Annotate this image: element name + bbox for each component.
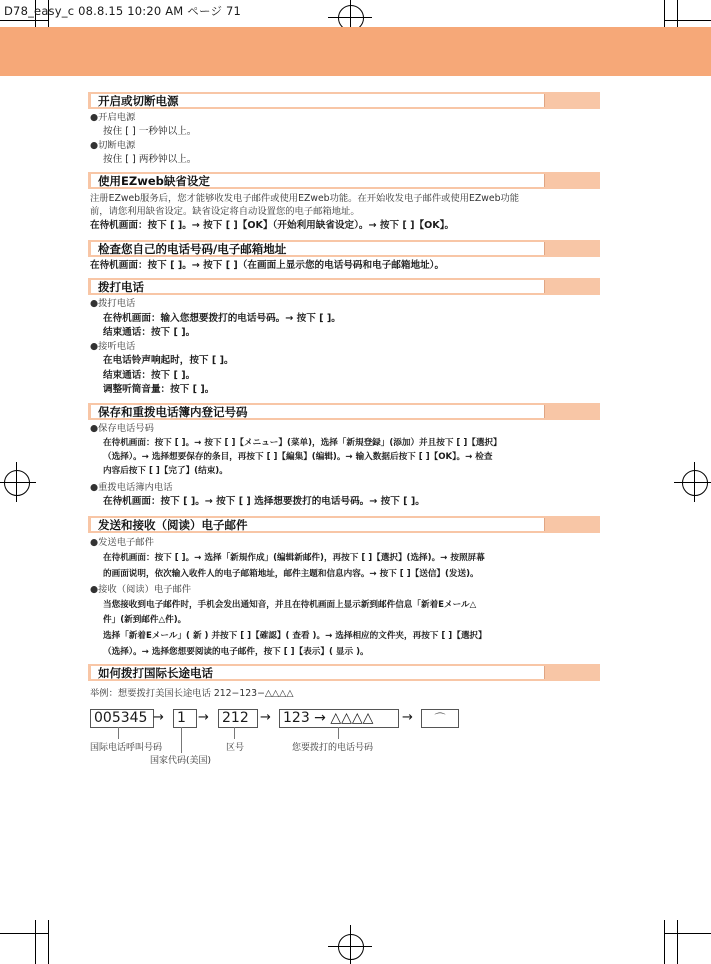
call-answer-3: 调整听筒音量：按下 [ ]。 bbox=[103, 384, 215, 395]
phonebook-save-1: 在待机画面：按下 [ ]。→ 按下 [ ]【メニュー】(菜单)，选择「新規登録」(添加）并且按下 [ ]【選択】 bbox=[103, 438, 502, 448]
call-answer-1: 在电话铃声响起时，按下 [ ]。 bbox=[103, 355, 234, 366]
registration-mark-right bbox=[682, 470, 708, 496]
mail-recv-label: ●接收（阅读）电子邮件 bbox=[90, 584, 192, 595]
country-code-box: 1 bbox=[173, 709, 197, 728]
section-ezweb-header bbox=[88, 172, 600, 189]
section-check-header bbox=[88, 240, 600, 257]
arrow-icon: → bbox=[260, 710, 271, 725]
section-mail-header bbox=[88, 516, 600, 533]
crop-mark bbox=[0, 933, 48, 934]
power-off-text: 按住 [ ] 两秒钟以上。 bbox=[103, 154, 197, 165]
section-intl-header bbox=[88, 664, 600, 681]
annotation-line bbox=[338, 727, 339, 739]
mail-recv-1: 当您接收到电子邮件时，手机会发出通知音，并且在待机画面上显示新到邮件信息「新着Eメール△ bbox=[103, 600, 477, 610]
registration-mark-bottom bbox=[350, 925, 351, 964]
intl-example: 举例：想要拨打美国长途电话 212−123−△△△△ bbox=[90, 688, 294, 699]
mail-send-2: 的画面说明，依次输入收件人的电子邮箱地址，邮件主题和信息内容。→ 按下 [ ]【送信】(发送)。 bbox=[103, 569, 479, 579]
section-call-header bbox=[88, 278, 600, 295]
section-power-header bbox=[88, 92, 600, 109]
intl-label-1: 国际电话呼叫号码 bbox=[90, 743, 163, 753]
intl-label-3: 区号 bbox=[226, 743, 245, 753]
phonebook-save-2: （选择）。→ 选择想要保存的条目，再按下 [ ]【編集】(编辑)。→ 输入数据后按下 [ ]【OK】。→ 检查 bbox=[103, 452, 493, 462]
section-title: 使用EZweb缺省设定 bbox=[98, 174, 210, 188]
mail-send-label: ●发送电子邮件 bbox=[90, 537, 154, 548]
phonebook-redial-1: 在待机画面：按下 [ ]。→ 按下 [ ] 选择想要拨打的电话号码。→ 按下 [ ]。 bbox=[103, 496, 425, 507]
crop-mark bbox=[0, 20, 48, 21]
registration-mark-top bbox=[328, 17, 372, 18]
phonebook-save-3: 内容后按下 [ ]【完了】(结束)。 bbox=[103, 466, 228, 476]
crop-mark bbox=[48, 920, 49, 964]
header-band bbox=[0, 27, 711, 76]
call-dial-2: 结束通话：按下 [ ]。 bbox=[103, 327, 196, 338]
power-off-label: ●切断电源 bbox=[90, 140, 136, 151]
mail-recv-2: 件」(新到邮件△件)。 bbox=[103, 615, 187, 625]
ezweb-step: 在待机画面：按下 [ ]。→ 按下 [ ]【OK】（开始利用缺省设定）。→ 按下 [ ]【OK】。 bbox=[90, 220, 455, 231]
section-phonebook-header bbox=[88, 403, 600, 420]
section-title: 拨打电话 bbox=[98, 280, 144, 294]
ezweb-desc-1: 注册EZweb服务后，您才能够收发电子邮件或使用EZweb功能。在开始收发电子邮件或使用EZweb功能 bbox=[90, 193, 520, 204]
power-on-text: 按住 [ ] 一秒钟以上。 bbox=[103, 126, 197, 137]
check-step: 在待机画面：按下 [ ]。→ 按下 [ ]（在画面上显示您的电话号码和电子邮箱地址）。 bbox=[90, 260, 445, 271]
registration-mark-right bbox=[674, 482, 711, 483]
area-code-box: 212 bbox=[218, 709, 258, 728]
section-title: 开启或切断电源 bbox=[98, 94, 179, 108]
call-key-icon: ⌒ bbox=[421, 709, 459, 728]
call-dial-1: 在待机画面：输入您想要拨打的电话号码。→ 按下 [ ]。 bbox=[103, 313, 341, 324]
arrow-icon: → bbox=[402, 710, 413, 725]
arrow-icon: → bbox=[198, 710, 209, 725]
section-title: 如何拨打国际长途电话 bbox=[98, 666, 213, 680]
call-answer-2: 结束通话：按下 [ ]。 bbox=[103, 370, 196, 381]
mail-recv-3: 选择「新着Eメール」( 新 ) 并按下 [ ]【確認】( 查看 )。→ 选择相应的文件夹，再按下 [ ]【選択】 bbox=[103, 631, 487, 641]
registration-mark-bottom bbox=[328, 946, 372, 947]
registration-mark-right bbox=[694, 462, 695, 502]
annotation-line bbox=[118, 727, 119, 739]
registration-mark-left bbox=[16, 462, 17, 502]
section-title: 保存和重拨电话簿内登记号码 bbox=[98, 405, 248, 419]
section-title: 检查您自己的电话号码/电子邮箱地址 bbox=[98, 242, 287, 256]
call-dial-label: ●拨打电话 bbox=[90, 298, 136, 309]
crop-mark bbox=[664, 20, 711, 21]
mail-send-1: 在待机画面：按下 [ ]。→ 选择「新規作成」(编辑新邮件)，再按下 [ ]【選択】(选择)。→ 按照屏幕 bbox=[103, 553, 485, 563]
annotation-line bbox=[234, 727, 235, 739]
phone-number-box: 123 → △△△△ bbox=[279, 709, 399, 728]
ezweb-desc-2: 前，请您利用缺省设定。缺省设定将自动设置您的电子邮箱地址。 bbox=[90, 206, 360, 217]
crop-mark bbox=[35, 920, 36, 964]
call-answer-label: ●接听电话 bbox=[90, 341, 136, 352]
section-title: 发送和接收（阅读）电子邮件 bbox=[98, 518, 248, 532]
intl-code-box: 005345 bbox=[90, 709, 154, 728]
phonebook-save-label: ●保存电话号码 bbox=[90, 423, 154, 434]
crop-mark bbox=[664, 933, 711, 934]
crop-mark bbox=[664, 920, 665, 964]
print-header: D78_easy_c 08.8.15 10:20 AM ページ 71 bbox=[4, 4, 242, 18]
registration-mark-bottom bbox=[338, 934, 364, 960]
arrow-icon: → bbox=[153, 710, 164, 725]
annotation-line bbox=[181, 727, 182, 753]
registration-mark-left bbox=[4, 470, 30, 496]
intl-label-2: 国家代码(美国) bbox=[150, 756, 212, 766]
phonebook-redial-label: ●重拨电话簿内电话 bbox=[90, 482, 173, 493]
mail-recv-4: （选择）。→ 选择您想要阅读的电子邮件，按下 [ ]【表示】( 显示 )。 bbox=[103, 647, 369, 657]
intl-label-4: 您要拨打的电话号码 bbox=[292, 743, 374, 753]
registration-mark-left bbox=[0, 482, 36, 483]
crop-mark bbox=[677, 920, 678, 964]
power-on-label: ●开启电源 bbox=[90, 112, 136, 123]
